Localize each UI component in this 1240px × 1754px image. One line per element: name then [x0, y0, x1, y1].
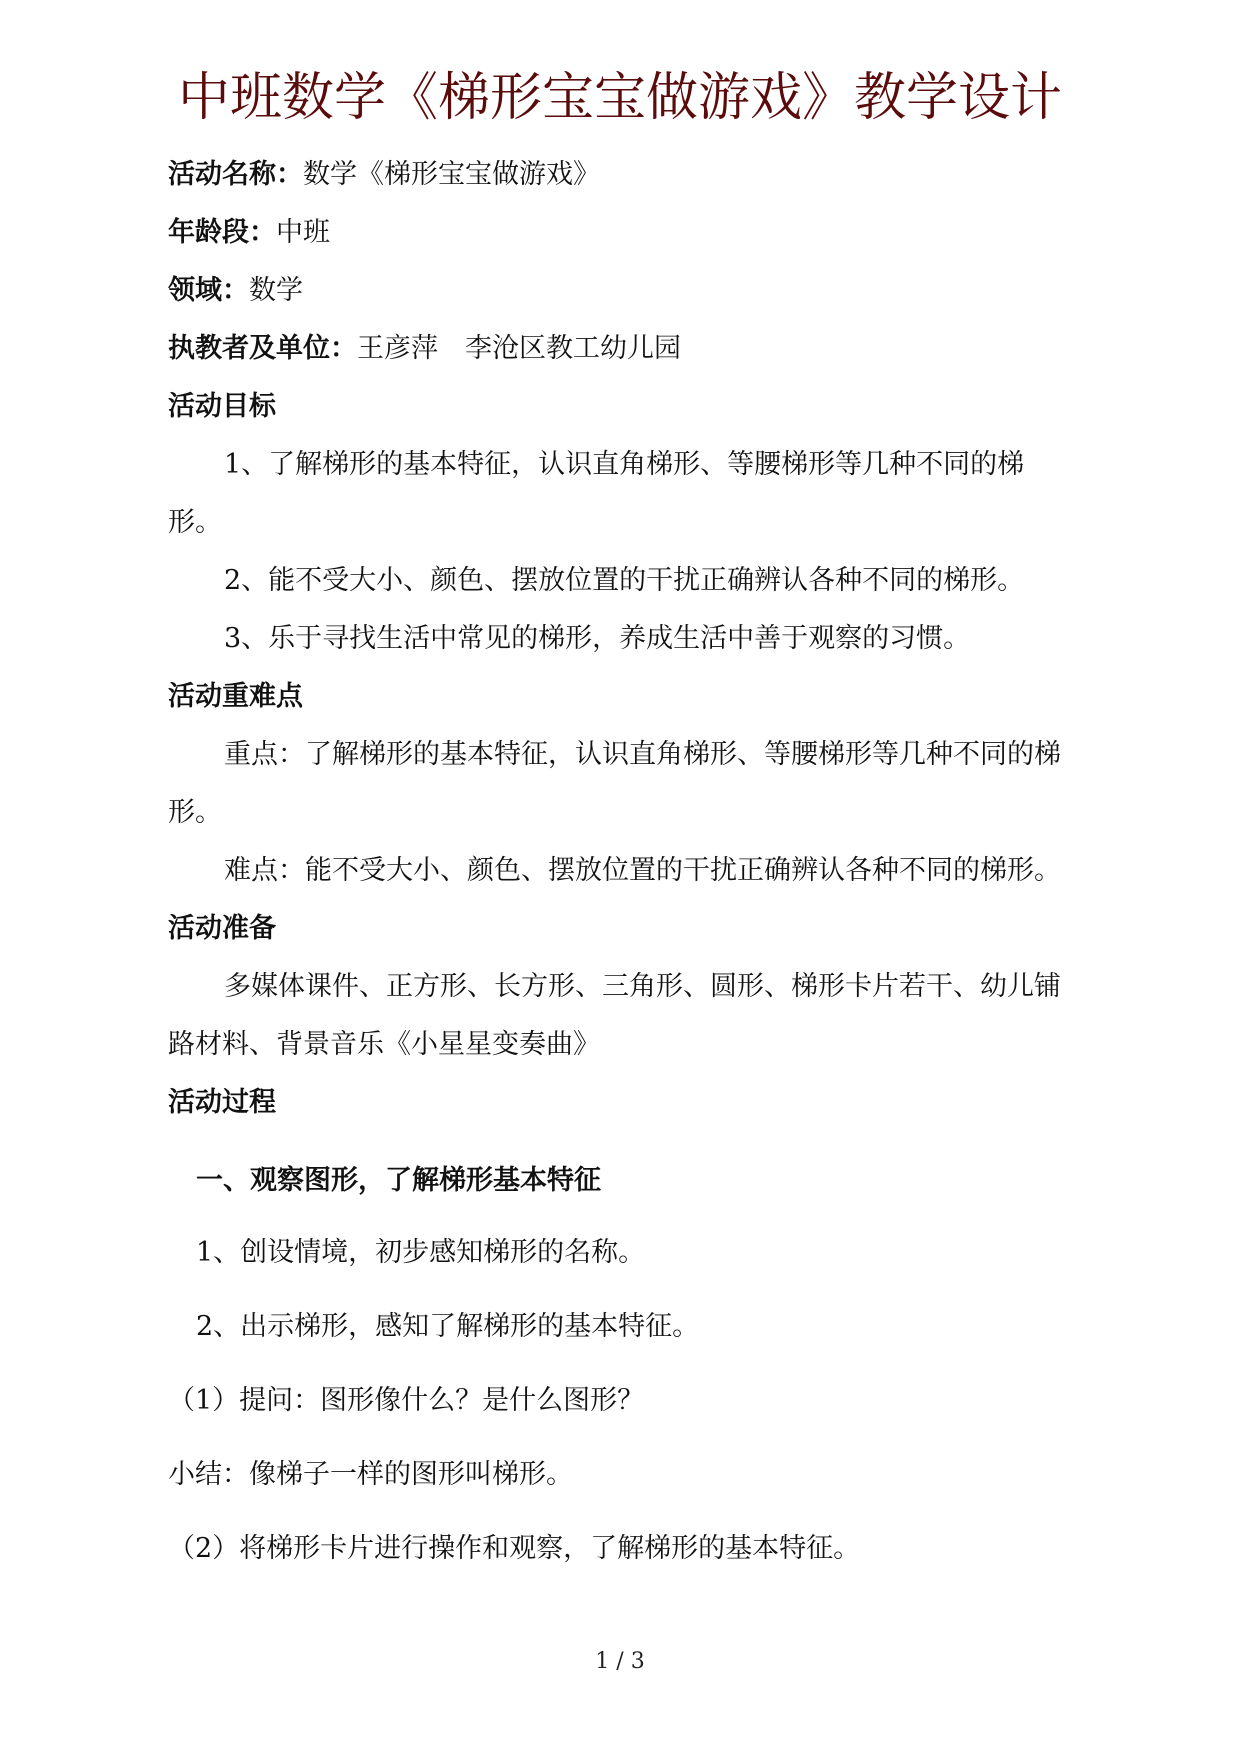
goal-item: 2、能不受大小、颜色、摆放位置的干扰正确辨认各种不同的梯形。	[224, 565, 1025, 596]
field-label: 年龄段：	[168, 217, 276, 248]
field-value: 中班	[276, 217, 330, 248]
field-label: 执教者及单位：	[168, 333, 357, 364]
process-step: 2、出示梯形，感知了解梯形的基本特征。	[196, 1311, 700, 1342]
key-point-item: 重点：了解梯形的基本特征，认识直角梯形、等腰梯形等几种不同的梯形。	[168, 739, 1061, 828]
field-activity-name	[168, 146, 1078, 204]
field-teacher-unit	[168, 320, 1078, 378]
field-domain	[168, 262, 1078, 320]
process-question: （1）提问：图形像什么？是什么图形？	[168, 1385, 645, 1416]
preparation-text: 多媒体课件、正方形、长方形、三角形、圆形、梯形卡片若干、幼儿铺路材料、背景音乐《小星星变奏曲》	[168, 971, 1061, 1060]
field-label: 领域：	[168, 275, 249, 306]
process-section-title: 一、观察图形，了解梯形基本特征	[196, 1165, 601, 1196]
section-heading-process: 活动过程	[168, 1087, 276, 1118]
process-summary: 小结：像梯子一样的图形叫梯形。	[168, 1459, 573, 1490]
document-title: 中班数学《梯形宝宝做游戏》教学设计	[177, 68, 1062, 128]
goal-item: 1、了解梯形的基本特征，认识直角梯形、等腰梯形等几种不同的梯形。	[168, 449, 1025, 538]
process-step: 1、创设情境，初步感知梯形的名称。	[196, 1237, 646, 1268]
goal-item: 3、乐于寻找生活中常见的梯形，养成生活中善于观察的习惯。	[224, 623, 971, 654]
field-value: 数学	[249, 275, 303, 306]
key-point-item: 难点：能不受大小、颜色、摆放位置的干扰正确辨认各种不同的梯形。	[224, 855, 1061, 886]
section-heading-key-points: 活动重难点	[168, 681, 303, 712]
page-number: 1 / 3	[595, 1649, 645, 1674]
field-value: 数学《梯形宝宝做游戏》	[303, 159, 600, 190]
field-age-group	[168, 204, 1078, 262]
field-value: 王彦萍 李沧区教工幼儿园	[357, 333, 681, 364]
document-content	[168, 146, 1078, 1594]
section-heading-goals: 活动目标	[168, 391, 276, 422]
field-label: 活动名称：	[168, 159, 303, 190]
section-heading-preparation: 活动准备	[168, 913, 276, 944]
process-question: （2）将梯形卡片进行操作和观察，了解梯形的基本特征。	[168, 1533, 861, 1564]
